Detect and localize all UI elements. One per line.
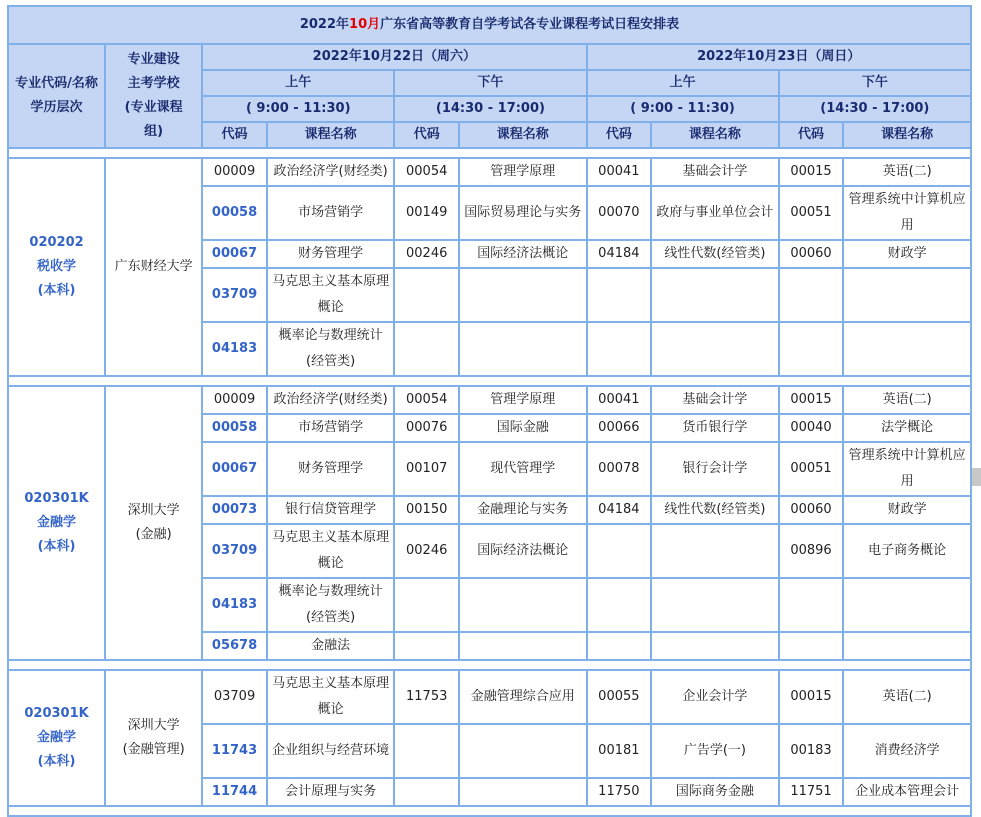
- course-name: 银行信贷管理学: [268, 497, 393, 523]
- course-code: 03709: [203, 269, 266, 321]
- course-code: [395, 579, 458, 631]
- course-code: [588, 323, 651, 375]
- course-code: 11753: [395, 671, 458, 723]
- course-code: 00076: [395, 415, 458, 441]
- table-header: [9, 7, 970, 147]
- course-name: 金融法: [268, 633, 393, 659]
- course-name: 银行会计学: [652, 443, 777, 495]
- course-code: 00040: [780, 415, 843, 441]
- course-name: 基础会计学: [652, 159, 777, 185]
- header-am-1: 上午: [203, 71, 393, 95]
- course-code: 00015: [780, 159, 843, 185]
- course-code: 00067: [203, 443, 266, 495]
- course-code: 11751: [780, 779, 843, 805]
- group-gap-cell: [9, 661, 970, 669]
- course-code: 00067: [203, 241, 266, 267]
- course-name: 货币银行学: [652, 415, 777, 441]
- course-code: 00054: [395, 159, 458, 185]
- course-name: [844, 633, 970, 659]
- course-name: [460, 579, 585, 631]
- course-name: 消费经济学: [844, 725, 970, 777]
- course-code: 03709: [203, 525, 266, 577]
- course-code: [780, 269, 843, 321]
- course-code: [780, 633, 843, 659]
- scrollbar-thumb[interactable]: [972, 468, 981, 486]
- course-code: [780, 579, 843, 631]
- page-title: 2022年10月广东省高等教育自学考试各专业课程考试日程安排表: [9, 7, 970, 43]
- course-code: 00078: [588, 443, 651, 495]
- course-name: [652, 269, 777, 321]
- course-name: 管理系统中计算机应用: [844, 443, 970, 495]
- course-name: 管理学原理: [460, 387, 585, 413]
- course-code: 00015: [780, 671, 843, 723]
- course-code: 04183: [203, 323, 266, 375]
- header-major: 专业代码/名称 学历层次: [9, 45, 104, 147]
- course-name: 国际金融: [460, 415, 585, 441]
- course-name: 基础会计学: [652, 387, 777, 413]
- course-name: 马克思主义基本原理概论: [268, 269, 393, 321]
- course-code: 00058: [203, 187, 266, 239]
- course-name: [652, 525, 777, 577]
- course-name: 市场营销学: [268, 187, 393, 239]
- course-name: 概率论与数理统计(经管类): [268, 323, 393, 375]
- course-code: 04184: [588, 241, 651, 267]
- course-code: 00246: [395, 525, 458, 577]
- course-name: [652, 323, 777, 375]
- course-code: [588, 633, 651, 659]
- course-code: [588, 579, 651, 631]
- header-day2: 2022年10月23日（周日）: [588, 45, 971, 69]
- course-code: 00058: [203, 415, 266, 441]
- header-code: 代码: [203, 123, 266, 147]
- course-code: 11743: [203, 725, 266, 777]
- course-code: [395, 725, 458, 777]
- header-code: 代码: [588, 123, 651, 147]
- course-code: [780, 323, 843, 375]
- course-name: [460, 323, 585, 375]
- course-code: 00041: [588, 159, 651, 185]
- header-pm-1: 下午: [395, 71, 585, 95]
- course-code: [395, 779, 458, 805]
- course-name: [844, 269, 970, 321]
- course-code: 00009: [203, 387, 266, 413]
- header-course: 课程名称: [460, 123, 585, 147]
- course-name: 线性代数(经管类): [652, 241, 777, 267]
- course-code: [395, 269, 458, 321]
- group-gap: [9, 149, 970, 157]
- header-course: 课程名称: [844, 123, 970, 147]
- course-code: 00055: [588, 671, 651, 723]
- course-name: 财务管理学: [268, 241, 393, 267]
- course-code: 11744: [203, 779, 266, 805]
- table-row: [9, 159, 970, 185]
- course-name: 电子商务概论: [844, 525, 970, 577]
- course-code: 00009: [203, 159, 266, 185]
- course-code: 11750: [588, 779, 651, 805]
- course-name: 国际商务金融: [652, 779, 777, 805]
- course-name: [844, 579, 970, 631]
- course-name: 会计原理与实务: [268, 779, 393, 805]
- header-course: 课程名称: [268, 123, 393, 147]
- course-name: [844, 323, 970, 375]
- header-code: 代码: [780, 123, 843, 147]
- course-name: 金融管理综合应用: [460, 671, 585, 723]
- course-code: 00066: [588, 415, 651, 441]
- course-code: [395, 633, 458, 659]
- course-name: 马克思主义基本原理概论: [268, 525, 393, 577]
- group-gap-cell: [9, 377, 970, 385]
- course-code: 00150: [395, 497, 458, 523]
- course-code: 00015: [780, 387, 843, 413]
- course-name: 政治经济学(财经类): [268, 159, 393, 185]
- course-code: 00073: [203, 497, 266, 523]
- course-code: 00896: [780, 525, 843, 577]
- group-gap-cell: [9, 807, 970, 815]
- course-name: 金融理论与实务: [460, 497, 585, 523]
- course-name: 英语(二): [844, 387, 970, 413]
- table-body: [9, 149, 970, 815]
- course-name: 企业成本管理会计: [844, 779, 970, 805]
- course-code: [395, 323, 458, 375]
- course-code: 00054: [395, 387, 458, 413]
- course-name: 国际贸易理论与实务: [460, 187, 585, 239]
- course-code: 00070: [588, 187, 651, 239]
- major-cell: 020301K 金融学 (本科): [9, 671, 104, 805]
- course-name: 企业组织与经营环境: [268, 725, 393, 777]
- group-gap: [9, 661, 970, 669]
- course-code: 00060: [780, 497, 843, 523]
- course-code: 00051: [780, 443, 843, 495]
- course-name: 财务管理学: [268, 443, 393, 495]
- header-am-2: 上午: [588, 71, 778, 95]
- course-code: 00107: [395, 443, 458, 495]
- school-cell: 深圳大学 (金融管理): [106, 671, 201, 805]
- course-name: 政治经济学(财经类): [268, 387, 393, 413]
- course-name: 财政学: [844, 497, 970, 523]
- major-cell: 020301K 金融学 (本科): [9, 387, 104, 659]
- course-code: 00181: [588, 725, 651, 777]
- major-cell: 020202 税收学 (本科): [9, 159, 104, 375]
- course-name: 现代管理学: [460, 443, 585, 495]
- header-pm-2: 下午: [780, 71, 970, 95]
- course-code: 00060: [780, 241, 843, 267]
- table-row: [9, 671, 970, 723]
- header-day1: 2022年10月22日（周六）: [203, 45, 585, 69]
- header-pm-time-1: (14:30 - 17:00): [395, 97, 585, 121]
- course-name: 企业会计学: [652, 671, 777, 723]
- group-gap: [9, 377, 970, 385]
- school-cell: 广东财经大学: [106, 159, 201, 375]
- course-name: 国际经济法概论: [460, 241, 585, 267]
- course-code: 04183: [203, 579, 266, 631]
- course-name: [460, 779, 585, 805]
- school-cell: 深圳大学 (金融): [106, 387, 201, 659]
- course-name: 英语(二): [844, 671, 970, 723]
- course-name: 管理学原理: [460, 159, 585, 185]
- header-course: 课程名称: [652, 123, 777, 147]
- header-pm-time-2: (14:30 - 17:00): [780, 97, 970, 121]
- course-name: 广告学(一): [652, 725, 777, 777]
- header-am-time-2: ( 9:00 - 11:30): [588, 97, 778, 121]
- course-code: [588, 269, 651, 321]
- course-name: 概率论与数理统计(经管类): [268, 579, 393, 631]
- course-name: 市场营销学: [268, 415, 393, 441]
- course-code: 00051: [780, 187, 843, 239]
- schedule-table: [7, 5, 972, 817]
- course-name: 线性代数(经管类): [652, 497, 777, 523]
- course-name: [652, 579, 777, 631]
- header-am-time-1: ( 9:00 - 11:30): [203, 97, 393, 121]
- course-code: 05678: [203, 633, 266, 659]
- course-name: 国际经济法概论: [460, 525, 585, 577]
- course-code: 04184: [588, 497, 651, 523]
- course-code: [588, 525, 651, 577]
- group-gap-cell: [9, 149, 970, 157]
- course-code: 00246: [395, 241, 458, 267]
- course-name: [652, 633, 777, 659]
- course-name: 管理系统中计算机应用: [844, 187, 970, 239]
- course-code: 00149: [395, 187, 458, 239]
- header-school: 专业建设 主考学校 (专业课程 组): [106, 45, 201, 147]
- course-name: [460, 633, 585, 659]
- course-name: 马克思主义基本原理概论: [268, 671, 393, 723]
- table-row: [9, 387, 970, 413]
- header-code: 代码: [395, 123, 458, 147]
- group-gap: [9, 807, 970, 815]
- course-name: 财政学: [844, 241, 970, 267]
- course-code: 03709: [203, 671, 266, 723]
- course-name: [460, 725, 585, 777]
- course-name: 政府与事业单位会计: [652, 187, 777, 239]
- course-code: 00041: [588, 387, 651, 413]
- course-name: 英语(二): [844, 159, 970, 185]
- course-name: [460, 269, 585, 321]
- course-code: 00183: [780, 725, 843, 777]
- course-name: 法学概论: [844, 415, 970, 441]
- schedule-table-wrapper: [8, 5, 971, 817]
